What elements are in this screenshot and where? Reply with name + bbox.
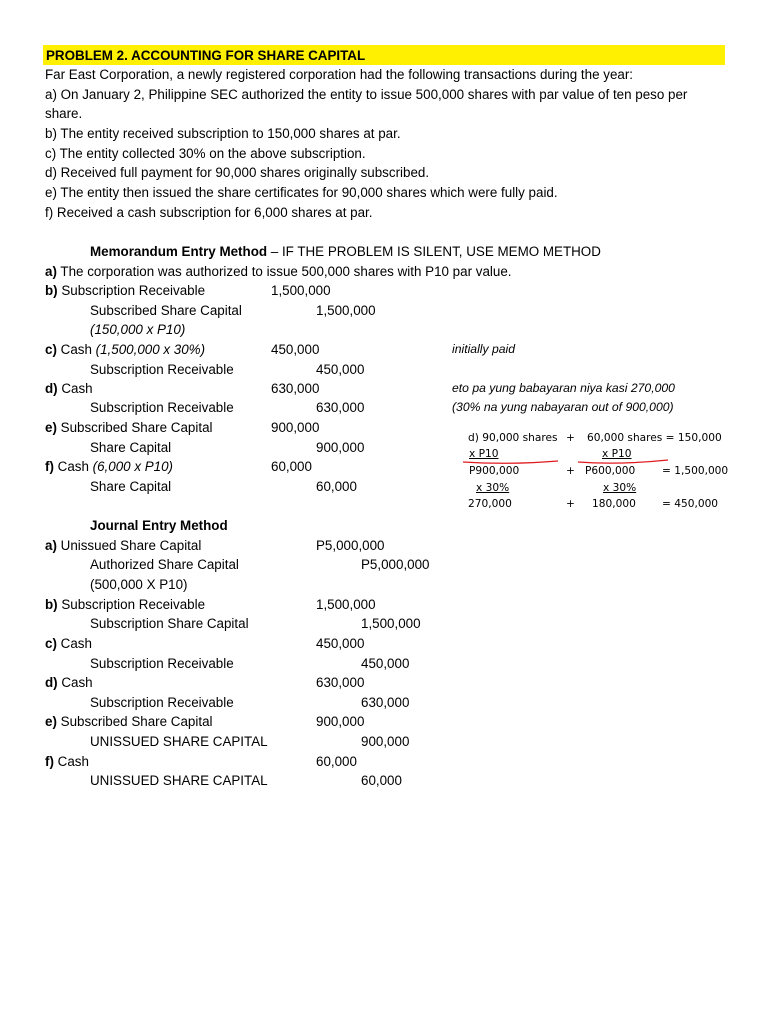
journal-entry-a-credit: Authorized Share Capital: [90, 557, 239, 572]
transaction-d: d) Received full payment for 90,000 shares originally subscribed.: [45, 165, 430, 180]
transaction-a: a) On January 2, Philippine SEC authorized the entity to issue 500,000 shares with par value of ten peso per: [45, 87, 688, 102]
journal-entry-f-credit-amount: 60,000: [361, 773, 402, 788]
memo-entry-b-note: (150,000 x P10): [90, 322, 186, 337]
calc-row-2-right: x P10: [602, 448, 632, 460]
calc-row-1-right: 60,000 shares = 150,000: [587, 432, 722, 444]
journal-entry-e-debit-amount: 900,000: [316, 714, 365, 729]
journal-entry-c-credit-amount: 450,000: [361, 656, 410, 671]
journal-entry-d-credit: Subscription Receivable: [90, 695, 234, 710]
intro-text: Far East Corporation, a newly registered corporation had the following transactions during the year:: [45, 67, 634, 82]
calc-row-3-plus: +: [566, 465, 575, 477]
transaction-e: e) The entity then issued the share certificates for 90,000 shares which were fully paid.: [45, 185, 558, 200]
memo-entry-c-credit-amount: 450,000: [316, 362, 365, 377]
calc-row-4-right: x 30%: [603, 482, 637, 494]
journal-entry-c-debit-amount: 450,000: [316, 636, 365, 651]
journal-entry-d-debit: d) Cash: [45, 675, 93, 690]
memo-entry-d-debit-amount: 630,000: [271, 381, 320, 396]
journal-entry-b-credit-amount: 1,500,000: [361, 616, 421, 631]
page-title: PROBLEM 2. ACCOUNTING FOR SHARE CAPITAL: [46, 48, 366, 63]
memo-entry-f-debit-amount: 60,000: [271, 459, 312, 474]
transaction-f: f) Received a cash subscription for 6,000 shares at par.: [45, 205, 373, 220]
transaction-b: b) The entity received subscription to 150,000 shares at par.: [45, 126, 401, 141]
memo-entry-f-credit: Share Capital: [90, 479, 172, 494]
journal-entry-a-debit: a) Unissued Share Capital: [45, 538, 202, 553]
journal-entry-b-debit-amount: 1,500,000: [316, 597, 376, 612]
red-underline-right: [578, 460, 668, 463]
red-underline-left: [463, 461, 558, 463]
memo-heading: Memorandum Entry Method – IF THE PROBLEM IS SILENT, USE MEMO METHOD: [90, 244, 601, 259]
journal-entry-b-debit: b) Subscription Receivable: [45, 597, 206, 612]
journal-entry-c-debit: c) Cash: [45, 636, 92, 651]
memo-entry-e-debit: e) Subscribed Share Capital: [45, 420, 213, 435]
journal-entry-e-debit: e) Subscribed Share Capital: [45, 714, 213, 729]
memo-entry-f-debit: f) Cash (6,000 x P10): [45, 459, 174, 474]
memo-entry-e-credit-amount: 900,000: [316, 440, 365, 455]
memo-entry-d-credit-amount: 630,000: [316, 400, 365, 415]
journal-entry-f-debit-amount: 60,000: [316, 754, 357, 769]
memo-entry-e-credit: Share Capital: [90, 440, 172, 455]
calc-row-5-total: = 450,000: [662, 498, 719, 510]
journal-heading: Journal Entry Method: [90, 518, 228, 533]
journal-entry-b-credit: Subscription Share Capital: [90, 616, 249, 631]
journal-entry-c-credit: Subscription Receivable: [90, 656, 234, 671]
calc-row-3-mid: P600,000: [585, 465, 636, 477]
memo-entry-a: a) The corporation was authorized to issue 500,000 shares with P10 par value.: [45, 264, 512, 279]
journal-entry-d-debit-amount: 630,000: [316, 675, 365, 690]
memo-entry-b-credit-amount: 1,500,000: [316, 303, 376, 318]
calc-row-4-left: x 30%: [476, 482, 510, 494]
memo-entry-d-debit: d) Cash: [45, 381, 93, 396]
journal-entry-a-credit-amount: P5,000,000: [361, 557, 430, 572]
note-remaining: eto pa yung babayaran niya kasi 270,000: [452, 381, 675, 395]
memo-entry-b-credit: Subscribed Share Capital: [90, 303, 242, 318]
memo-entry-d-credit: Subscription Receivable: [90, 400, 234, 415]
memo-entry-b-debit-amount: 1,500,000: [271, 283, 331, 298]
transaction-c: c) The entity collected 30% on the above subscription.: [45, 146, 366, 161]
calc-row-1-plus: +: [566, 432, 575, 444]
calc-row-1-left: d) 90,000 shares: [468, 432, 558, 444]
calc-row-3-total: = 1,500,000: [662, 465, 729, 477]
memo-entry-c-debit: c) Cash (1,500,000 x 30%): [45, 342, 206, 357]
calc-row-5-left: 270,000: [468, 498, 512, 510]
journal-entry-e-credit-amount: 900,000: [361, 734, 410, 749]
note-thirty-percent: (30% na yung nabayaran out of 900,000): [452, 400, 674, 414]
memo-entry-c-debit-amount: 450,000: [271, 342, 320, 357]
journal-entry-f-debit: f) Cash: [45, 754, 89, 769]
calc-row-2-left: x P10: [469, 448, 499, 460]
calc-row-3-left: P900,000: [469, 465, 520, 477]
memo-entry-c-credit: Subscription Receivable: [90, 362, 234, 377]
journal-entry-d-credit-amount: 630,000: [361, 695, 410, 710]
journal-entry-a-debit-amount: P5,000,000: [316, 538, 385, 553]
calc-row-5-plus: +: [566, 498, 575, 510]
transaction-a-cont: share.: [45, 106, 83, 121]
memo-entry-f-credit-amount: 60,000: [316, 479, 357, 494]
memo-entry-e-debit-amount: 900,000: [271, 420, 320, 435]
journal-entry-f-credit: UNISSUED SHARE CAPITAL: [90, 773, 268, 788]
memo-entry-b-debit: b) Subscription Receivable: [45, 283, 206, 298]
note-initially-paid: initially paid: [452, 342, 516, 356]
journal-entry-a-note: (500,000 X P10): [90, 577, 188, 592]
calc-row-5-mid: 180,000: [592, 498, 636, 510]
journal-entry-e-credit: UNISSUED SHARE CAPITAL: [90, 734, 268, 749]
